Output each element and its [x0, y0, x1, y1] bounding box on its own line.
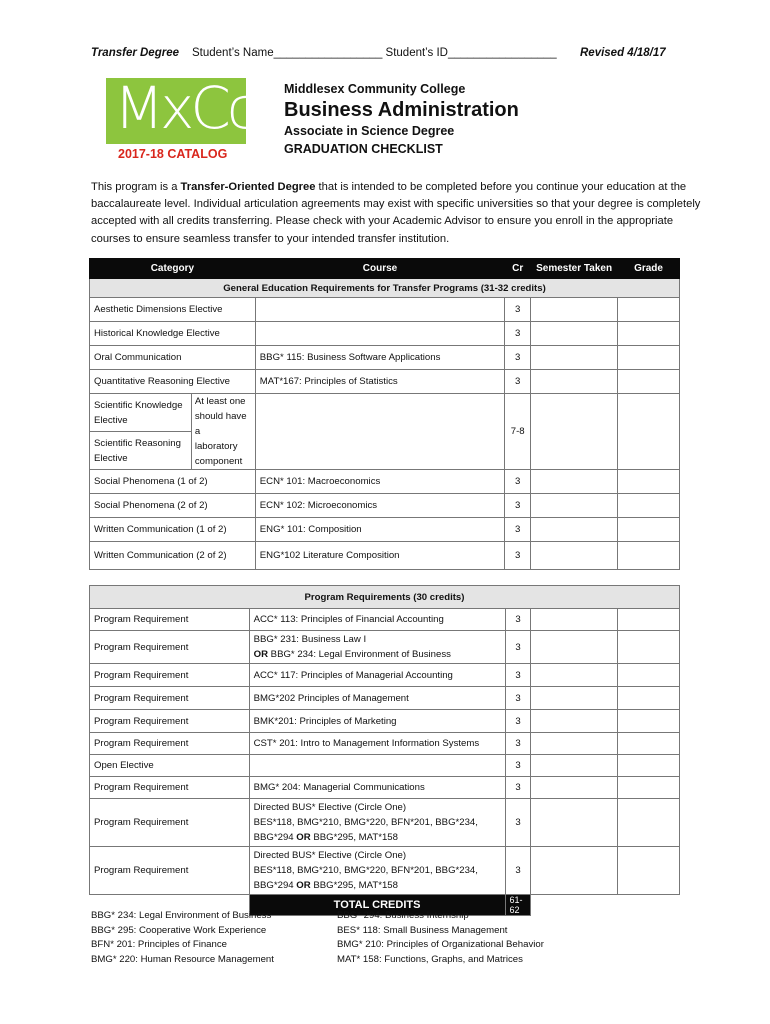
gen-ed-section-title: General Education Requirements for Transfer Programs (31-32 credits) — [90, 279, 680, 298]
grade-cell[interactable] — [618, 664, 680, 687]
row-course: BMK*201: Principles of Marketing — [249, 710, 505, 733]
grade-cell[interactable] — [618, 322, 680, 346]
row-category: Program Requirement — [90, 687, 250, 710]
table-row — [90, 799, 680, 847]
row-category: Program Requirement — [90, 777, 250, 799]
program-table — [89, 585, 680, 916]
row-cr: 3 — [505, 631, 531, 664]
row-category: Program Requirement — [90, 664, 250, 687]
row-category — [90, 432, 192, 470]
table-row — [90, 298, 680, 322]
grade-cell[interactable] — [618, 542, 680, 570]
header-student-fields: Student’s Name_________________ Student’s ID_________________ — [192, 47, 557, 59]
course-line2: BES*118, BMG*210, BMG*220, BFN*201, BBG*234, — [253, 865, 478, 876]
grade-cell[interactable] — [618, 755, 680, 777]
row-cr: 3 — [505, 470, 531, 494]
semester-cell[interactable] — [531, 394, 618, 470]
course-line3b: BBG*295, MAT*158 — [310, 832, 398, 843]
checklist-title: GRADUATION CHECKLIST — [284, 142, 443, 156]
row-course — [255, 298, 504, 322]
grade-cell[interactable] — [618, 518, 680, 542]
college-logo — [106, 74, 255, 144]
table-row — [90, 631, 680, 664]
row-category: Written Communication (1 of 2) — [90, 518, 256, 542]
row-cr: 3 — [505, 755, 531, 777]
grade-cell[interactable] — [618, 470, 680, 494]
row-cr: 3 — [505, 799, 531, 847]
row-course: MAT*167: Principles of Statistics — [255, 370, 504, 394]
course-line1: Directed BUS* Elective (Circle One) — [253, 802, 407, 813]
footnote-item: MAT* 158: Functions, Graphs, and Matrices — [337, 953, 523, 965]
row-category: Program Requirement — [90, 631, 250, 664]
table-row — [90, 664, 680, 687]
program-section-title: Program Requirements (30 credits) — [90, 586, 680, 609]
row-category: Written Communication (2 of 2) — [90, 542, 256, 570]
table-row — [90, 755, 680, 777]
row-cr: 3 — [505, 346, 531, 370]
footnote-item: BES* 118: Small Business Management — [337, 924, 508, 936]
row-cr: 3 — [505, 494, 531, 518]
row-cr: 3 — [505, 542, 531, 570]
semester-cell[interactable] — [531, 322, 618, 346]
footnotes-left — [91, 909, 274, 967]
total-credits-label: TOTAL CREDITS — [249, 895, 505, 916]
table-header-row — [90, 259, 680, 279]
row-cr: 3 — [505, 733, 531, 755]
semester-cell[interactable] — [531, 799, 618, 847]
lab-note-line: component — [194, 456, 243, 467]
row-course: ENG*102 Literature Composition — [255, 542, 504, 570]
row-cr: 3 — [505, 664, 531, 687]
course-line3a: BBG*294 — [253, 880, 297, 891]
col-semester: Semester Taken — [531, 259, 618, 279]
table-row — [90, 322, 680, 346]
row-cr: 3 — [505, 777, 531, 799]
sci-knowledge-line1: Scientific Knowledge — [94, 399, 183, 411]
row-category: Social Phenomena (2 of 2) — [90, 494, 256, 518]
intro-text-end: that is intended to be completed before you continue your education at the baccalaureate level. Individual articulation agreements may exist with specific universities so that your degree is completely accepted with all credits transferring. Please check with your Academic Advisor to ensure you enroll in the appropriate courses to ensure seamless transfer to your intended transfer institution. — [91, 181, 701, 245]
semester-cell[interactable] — [531, 777, 618, 799]
lab-note — [191, 394, 255, 470]
row-cr: 3 — [505, 687, 531, 710]
row-category: Program Requirement — [90, 847, 250, 895]
row-cr: 7-8 — [505, 394, 531, 470]
intro-bold: Transfer-Oriented Degree — [180, 181, 316, 193]
catalog-year: 2017-18 CATALOG — [118, 147, 228, 161]
program-title: Business Administration — [284, 99, 519, 121]
row-course: ENG* 101: Composition — [255, 518, 504, 542]
gen-ed-table — [89, 258, 680, 570]
row-category: Program Requirement — [90, 799, 250, 847]
grade-cell[interactable] — [618, 847, 680, 895]
table-row — [90, 394, 680, 432]
sci-reasoning-line2: Elective — [94, 452, 128, 464]
degree-name: Associate in Science Degree — [284, 124, 455, 138]
sci-reasoning-line1: Scientific Reasoning — [94, 437, 181, 449]
row-cr: 3 — [505, 298, 531, 322]
intro-paragraph — [91, 179, 703, 248]
table-row — [90, 346, 680, 370]
lab-note-line: laboratory — [194, 441, 238, 452]
table-row — [90, 518, 680, 542]
total-credits-value: 61-62 — [505, 895, 531, 916]
col-course: Course — [255, 259, 504, 279]
semester-cell[interactable] — [531, 298, 618, 322]
intro-text-start: This program is a — [91, 181, 181, 193]
row-cr: 3 — [505, 847, 531, 895]
college-name: Middlesex Community College — [284, 82, 466, 96]
row-course: BBG* 115: Business Software Applications — [255, 346, 504, 370]
semester-cell[interactable] — [531, 710, 618, 733]
footnote-item: BBG* 295: Cooperative Work Experience — [91, 924, 267, 936]
semester-cell[interactable] — [531, 518, 618, 542]
row-course — [249, 847, 505, 895]
semester-cell[interactable] — [531, 370, 618, 394]
semester-cell[interactable] — [531, 664, 618, 687]
grade-cell[interactable] — [618, 777, 680, 799]
row-category: Program Requirement — [90, 710, 250, 733]
semester-cell[interactable] — [531, 733, 618, 755]
row-category: Open Elective — [90, 755, 250, 777]
row-course — [249, 799, 505, 847]
grade-cell[interactable] — [618, 370, 680, 394]
row-course — [255, 322, 504, 346]
row-category: Program Requirement — [90, 733, 250, 755]
row-course: ECN* 102: Microeconomics — [255, 494, 504, 518]
header-degree-type: Transfer Degree — [91, 47, 179, 59]
or-text: OR — [296, 832, 311, 843]
sci-knowledge-line2: Elective — [94, 414, 128, 426]
row-course — [249, 631, 505, 664]
grade-cell[interactable] — [618, 394, 680, 470]
row-category: Oral Communication — [90, 346, 256, 370]
col-grade: Grade — [618, 259, 680, 279]
semester-cell[interactable] — [531, 631, 618, 664]
grade-cell[interactable] — [618, 799, 680, 847]
col-cr: Cr — [505, 259, 531, 279]
row-category — [90, 394, 192, 432]
row-course: ECN* 101: Macroeconomics — [255, 470, 504, 494]
course-line3b: BBG*295, MAT*158 — [310, 880, 398, 891]
grade-cell[interactable] — [618, 631, 680, 664]
grade-cell[interactable] — [618, 609, 680, 631]
row-category: Historical Knowledge Elective — [90, 322, 256, 346]
row-cr: 3 — [505, 710, 531, 733]
grade-cell[interactable] — [618, 710, 680, 733]
row-category: Social Phenomena (1 of 2) — [90, 470, 256, 494]
course-line1: Directed BUS* Elective (Circle One) — [253, 850, 407, 861]
row-cr: 3 — [505, 609, 531, 631]
footnote-item: BMG* 210: Principles of Organizational Behavior — [337, 939, 544, 951]
row-course: BMG*202 Principles of Management — [249, 687, 505, 710]
row-category: Aesthetic Dimensions Elective — [90, 298, 256, 322]
table-row — [90, 370, 680, 394]
or-text: OR — [296, 880, 311, 891]
footnotes-right — [337, 909, 544, 967]
semester-cell[interactable] — [531, 687, 618, 710]
course-line2: BBG* 234: Legal Environment of Business — [268, 649, 451, 660]
grade-cell[interactable] — [618, 733, 680, 755]
row-course — [249, 755, 505, 777]
table-row — [90, 777, 680, 799]
table-row — [90, 733, 680, 755]
table-row — [90, 470, 680, 494]
course-line1: BBG* 231: Business Law I — [253, 634, 367, 645]
footnote-item: BMG* 220: Human Resource Management — [91, 953, 274, 965]
row-cr: 3 — [505, 322, 531, 346]
table-row — [90, 609, 680, 631]
table-row — [90, 542, 680, 570]
row-course: CST* 201: Intro to Management Information Systems — [249, 733, 505, 755]
grade-cell[interactable] — [618, 687, 680, 710]
row-course: BMG* 204: Managerial Communications — [249, 777, 505, 799]
row-cr: 3 — [505, 370, 531, 394]
table-row — [90, 710, 680, 733]
semester-cell[interactable] — [531, 847, 618, 895]
footnote-item: BFN* 201: Principles of Finance — [91, 939, 227, 951]
lab-note-line: a — [194, 426, 201, 437]
row-course: ACC* 113: Principles of Financial Accounting — [249, 609, 505, 631]
or-text: OR — [253, 649, 268, 660]
course-line3a: BBG*294 — [253, 832, 297, 843]
semester-cell[interactable] — [531, 755, 618, 777]
row-course — [255, 394, 504, 470]
logo-text: MxCc — [114, 74, 255, 142]
grade-cell[interactable] — [618, 298, 680, 322]
semester-cell[interactable] — [531, 609, 618, 631]
row-category: Quantitative Reasoning Elective — [90, 370, 256, 394]
lab-note-line: should have — [194, 411, 247, 422]
row-cr: 3 — [505, 518, 531, 542]
col-category: Category — [90, 259, 256, 279]
lab-note-line: At least one — [194, 396, 246, 407]
footnote-item: BBG* 234: Legal Environment of Business — [91, 910, 272, 921]
table-row — [90, 847, 680, 895]
semester-cell[interactable] — [531, 494, 618, 518]
grade-cell[interactable] — [618, 494, 680, 518]
grade-cell[interactable] — [618, 346, 680, 370]
table-row — [90, 494, 680, 518]
semester-cell[interactable] — [531, 346, 618, 370]
semester-cell[interactable] — [531, 542, 618, 570]
course-line2: BES*118, BMG*210, BMG*220, BFN*201, BBG*234, — [253, 817, 478, 828]
header-revised-date: Revised 4/18/17 — [580, 47, 666, 59]
footnote-item: BBG* 294: Business Internship — [337, 910, 469, 921]
row-category: Program Requirement — [90, 609, 250, 631]
semester-cell[interactable] — [531, 470, 618, 494]
table-row — [90, 687, 680, 710]
row-course: ACC* 117: Principles of Managerial Accounting — [249, 664, 505, 687]
